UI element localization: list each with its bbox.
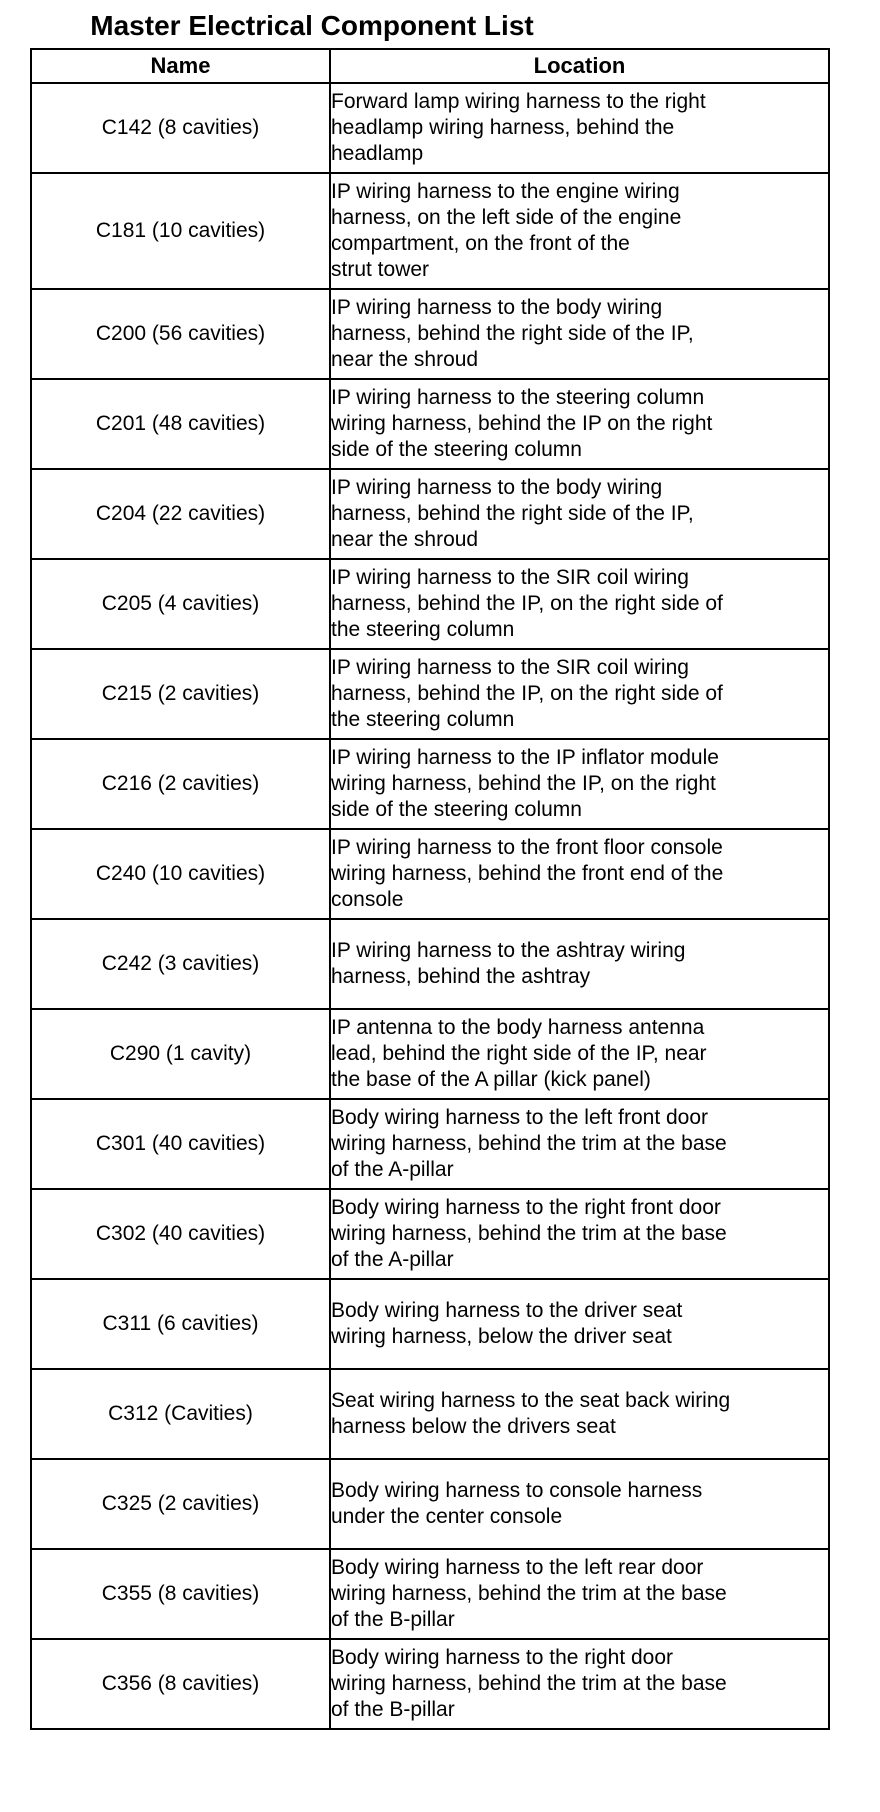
component-name: C355 (8 cavities) <box>101 1582 260 1605</box>
component-name-cell <box>31 1639 330 1729</box>
table-row <box>31 1189 829 1279</box>
component-name: C356 (8 cavities) <box>101 1672 260 1695</box>
component-name: C301 (40 cavities) <box>95 1132 266 1155</box>
location-line: wiring harness, below the driver seat <box>331 1325 672 1348</box>
location-line: wiring harness, behind the trim at the base <box>331 1672 727 1695</box>
location-line: Seat wiring harness to the seat back wiring <box>331 1389 731 1412</box>
component-name: C240 (10 cavities) <box>95 862 266 885</box>
component-location-cell <box>330 1369 829 1459</box>
table-row <box>31 1009 829 1099</box>
location-line: harness below the drivers seat <box>331 1415 616 1438</box>
table-row <box>31 173 829 289</box>
component-name-cell <box>31 1459 330 1549</box>
location-line: wiring harness, behind the front end of the <box>331 862 724 885</box>
component-location-cell <box>330 1189 829 1279</box>
location-line: lead, behind the right side of the IP, near <box>331 1042 707 1065</box>
location-line: wiring harness, behind the trim at the base <box>331 1132 727 1155</box>
component-location-cell <box>330 1099 829 1189</box>
component-location-cell <box>330 379 829 469</box>
location-line: of the B-pillar <box>331 1698 455 1721</box>
component-name-cell <box>31 469 330 559</box>
component-name-cell <box>31 739 330 829</box>
component-name-cell <box>31 173 330 289</box>
component-name: C201 (48 cavities) <box>95 412 266 435</box>
table-row <box>31 559 829 649</box>
location-line: harness, behind the right side of the IP, <box>331 322 694 345</box>
component-name: C290 (1 cavity) <box>109 1042 252 1065</box>
component-name: C204 (22 cavities) <box>95 502 266 525</box>
component-table <box>30 48 830 1730</box>
location-line: IP wiring harness to the ashtray wiring <box>331 939 686 962</box>
component-name: C311 (6 cavities) <box>102 1312 259 1335</box>
component-location-cell <box>330 739 829 829</box>
location-line: Body wiring harness to the right door <box>331 1646 674 1669</box>
component-name-cell <box>31 1009 330 1099</box>
component-location-cell <box>330 173 829 289</box>
component-name: C181 (10 cavities) <box>95 219 266 242</box>
table-row <box>31 1099 829 1189</box>
component-name-cell <box>31 289 330 379</box>
component-name: C302 (40 cavities) <box>95 1222 266 1245</box>
location-line: side of the steering column <box>331 438 582 461</box>
component-name: C205 (4 cavities) <box>101 592 260 615</box>
location-line: near the shroud <box>331 528 479 551</box>
table-row <box>31 379 829 469</box>
component-name: C325 (2 cavities) <box>101 1492 260 1515</box>
location-line: IP wiring harness to the SIR coil wiring <box>331 566 689 589</box>
location-line: near the shroud <box>331 348 479 371</box>
table-row <box>31 829 829 919</box>
location-line: strut tower <box>331 258 430 281</box>
component-name: C142 (8 cavities) <box>101 116 260 139</box>
table-row <box>31 1279 829 1369</box>
component-location-cell <box>330 1639 829 1729</box>
component-name-cell <box>31 829 330 919</box>
column-header-location: Location <box>330 49 829 83</box>
location-line: IP wiring harness to the front floor console <box>331 836 723 859</box>
table-row <box>31 83 829 173</box>
location-line: Body wiring harness to the driver seat <box>331 1299 683 1322</box>
location-line: IP wiring harness to the SIR coil wiring <box>331 656 689 679</box>
location-line: Body wiring harness to the left front door <box>331 1106 709 1129</box>
component-location-cell <box>330 1459 829 1549</box>
component-name-cell <box>31 559 330 649</box>
location-line: Body wiring harness to console harness <box>331 1479 703 1502</box>
location-line: wiring harness, behind the IP on the right <box>331 412 713 435</box>
location-line: wiring harness, behind the IP, on the right <box>331 772 716 795</box>
location-line: the base of the A pillar (kick panel) <box>331 1068 651 1091</box>
location-line: of the A-pillar <box>331 1248 454 1271</box>
component-name-cell <box>31 1549 330 1639</box>
component-name: C200 (56 cavities) <box>95 322 266 345</box>
component-name-cell <box>31 1279 330 1369</box>
table-row <box>31 739 829 829</box>
location-line: wiring harness, behind the trim at the base <box>331 1222 727 1245</box>
location-line: side of the steering column <box>331 798 582 821</box>
table-body <box>31 83 829 1729</box>
location-line: IP wiring harness to the steering column <box>331 386 705 409</box>
table-row <box>31 1459 829 1549</box>
location-line: Body wiring harness to the left rear door <box>331 1556 704 1579</box>
location-line: harness, behind the ashtray <box>331 965 591 988</box>
component-name-cell <box>31 83 330 173</box>
component-location-cell <box>330 1009 829 1099</box>
location-line: compartment, on the front of the <box>331 232 630 255</box>
table-row <box>31 649 829 739</box>
location-line: the steering column <box>331 708 515 731</box>
component-name: C216 (2 cavities) <box>101 772 260 795</box>
location-line: harness, behind the IP, on the right side of <box>331 682 723 705</box>
location-line: console <box>331 888 404 911</box>
location-line: Forward lamp wiring harness to the right <box>331 90 706 113</box>
location-line: IP wiring harness to the body wiring <box>331 476 663 499</box>
table-row <box>31 1639 829 1729</box>
location-line: IP wiring harness to the body wiring <box>331 296 663 319</box>
table-header-row <box>31 49 829 83</box>
component-name-cell <box>31 379 330 469</box>
table-row <box>31 919 829 1009</box>
component-location-cell <box>330 649 829 739</box>
location-line: of the A-pillar <box>331 1158 454 1181</box>
component-name: C242 (3 cavities) <box>101 952 260 975</box>
location-line: headlamp wiring harness, behind the <box>331 116 675 139</box>
component-name-cell <box>31 1189 330 1279</box>
component-name: C312 (Cavities) <box>108 1402 253 1425</box>
component-location-cell <box>330 83 829 173</box>
component-location-cell <box>330 829 829 919</box>
component-location-cell <box>330 1279 829 1369</box>
table-row <box>31 289 829 379</box>
component-location-cell <box>330 559 829 649</box>
component-location-cell <box>330 1549 829 1639</box>
location-line: harness, behind the right side of the IP, <box>331 502 694 525</box>
location-line: harness, behind the IP, on the right side of <box>331 592 723 615</box>
component-name-cell <box>31 919 330 1009</box>
component-location-cell <box>330 469 829 559</box>
location-line: wiring harness, behind the trim at the base <box>331 1582 727 1605</box>
component-name-cell <box>31 649 330 739</box>
location-line: Body wiring harness to the right front door <box>331 1196 721 1219</box>
location-line: IP antenna to the body harness antenna <box>331 1016 705 1039</box>
component-name-cell <box>31 1369 330 1459</box>
table-row <box>31 469 829 559</box>
component-location-cell <box>330 289 829 379</box>
location-line: headlamp <box>331 142 424 165</box>
location-line: harness, on the left side of the engine <box>331 206 682 229</box>
table-row <box>31 1549 829 1639</box>
component-name: C215 (2 cavities) <box>101 682 260 705</box>
location-line: IP wiring harness to the IP inflator module <box>331 746 719 769</box>
location-line: IP wiring harness to the engine wiring <box>331 180 680 203</box>
column-header-name: Name <box>31 49 330 83</box>
table-row <box>31 1369 829 1459</box>
location-line: of the B-pillar <box>331 1608 455 1631</box>
location-line: under the center console <box>331 1505 563 1528</box>
document-title: Master Electrical Component List <box>90 10 534 41</box>
location-line: the steering column <box>331 618 515 641</box>
component-name-cell <box>31 1099 330 1189</box>
component-location-cell <box>330 919 829 1009</box>
